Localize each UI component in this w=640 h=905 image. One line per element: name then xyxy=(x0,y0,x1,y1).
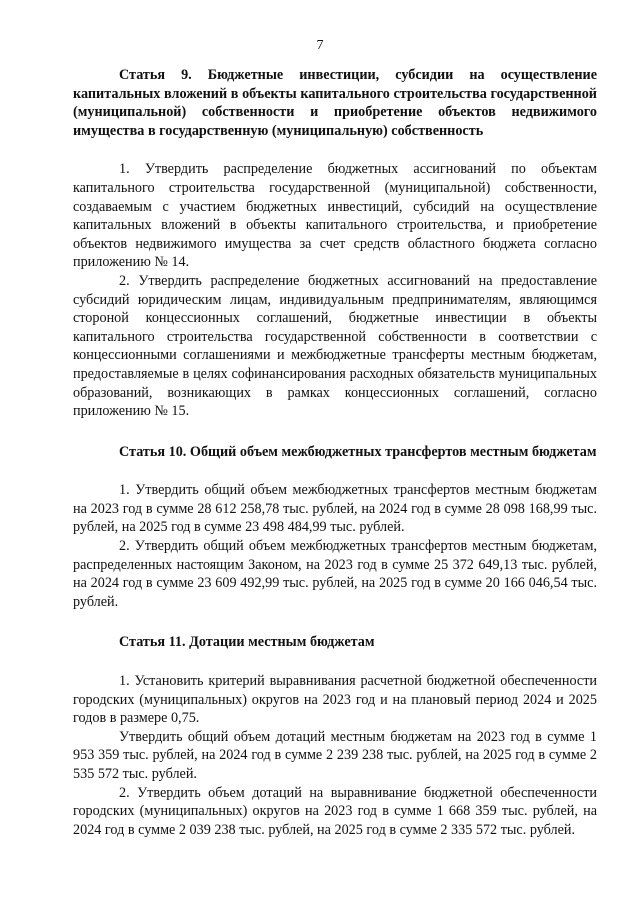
article-11-paragraph-2: 2. Утвердить объем дотаций на выравнивание бюджетной обеспеченности городских (муниципальных) округов на 2023 год в сумме 1 668 359 тыс. рублей, на 2024 год в сумме 2 039 238 тыс. рублей, на 2025 год в сумме 2 335 572 тыс. рублей. xyxy=(73,784,597,838)
article-9-heading: Статья 9. Бюджетные инвестиции, субсидии на осуществление капитальных вложений в объекты капитального строительства государственной (муниципальной) собственности и приобретение объектов недвижимого имущества в государственную (муниципальную) собственность xyxy=(73,67,597,139)
article-11-paragraph-1b: Утвердить общий объем дотаций местным бюджетам на 2023 год в сумме 1 953 359 тыс. рублей, на 2024 год в сумме 2 239 238 тыс. рублей, на 2025 год в сумме 2 535 572 тыс. рублей. xyxy=(73,728,597,782)
article-11-paragraph-1: 1. Установить критерий выравнивания расчетной бюджетной обеспеченности городских (муниципальных) округов на 2023 год и на плановый период 2024 и 2025 годов в размере 0,75. xyxy=(73,673,597,727)
article-10-paragraph-1: 1. Утвердить общий объем межбюджетных трансфертов местным бюджетам на 2023 год в сумме 28 612 258,78 тыс. рублей, на 2024 год в сумме 28 098 168,99 тыс. рублей, на 2025 год в сумме 23 498 484,99 тыс. рублей. xyxy=(73,482,597,536)
article-11-heading: Статья 11. Дотации местным бюджетам xyxy=(119,634,375,651)
page-number: 7 xyxy=(316,38,324,53)
article-10-heading: Статья 10. Общий объем межбюджетных трансфертов местным бюджетам xyxy=(119,443,597,460)
article-10-paragraph-2: 2. Утвердить общий объем межбюджетных трансфертов местным бюджетам, распределенных настоящим Законом, на 2023 год в сумме 25 372 649,13 тыс. рублей, на 2024 год в сумме 23 609 492,99 тыс. рублей, на 2025 год в сумме 20 166 046,54 тыс. рублей. xyxy=(73,538,597,610)
document-body xyxy=(73,66,597,839)
article-9-paragraph-1: 1. Утвердить распределение бюджетных ассигнований по объектам капитального строительства государственной (муниципальной) собственности, создаваемым с участием бюджетных инвестиций, субсидий на осуществление капитальных вложений в объекты капитального строительства, и приобретение объектов недвижимого имущества за счет средств областного бюджета согласно приложению № 14. xyxy=(73,161,597,271)
article-9-paragraph-2: 2. Утвердить распределение бюджетных ассигнований на предоставление субсидий юридическим лицам, индивидуальным предпринимателям, являющимся стороной концессионных соглашений, бюджетные инвестиции в объекты капитального строительства государственной собственности в соответствии с концессионными соглашениями и межбюджетные трансферты местным бюджетам, предоставляемые в целях софинансирования расходных обязательств муниципальных образований, возникающих в рамках концессионных соглашений, согласно приложению № 15. xyxy=(73,272,597,420)
